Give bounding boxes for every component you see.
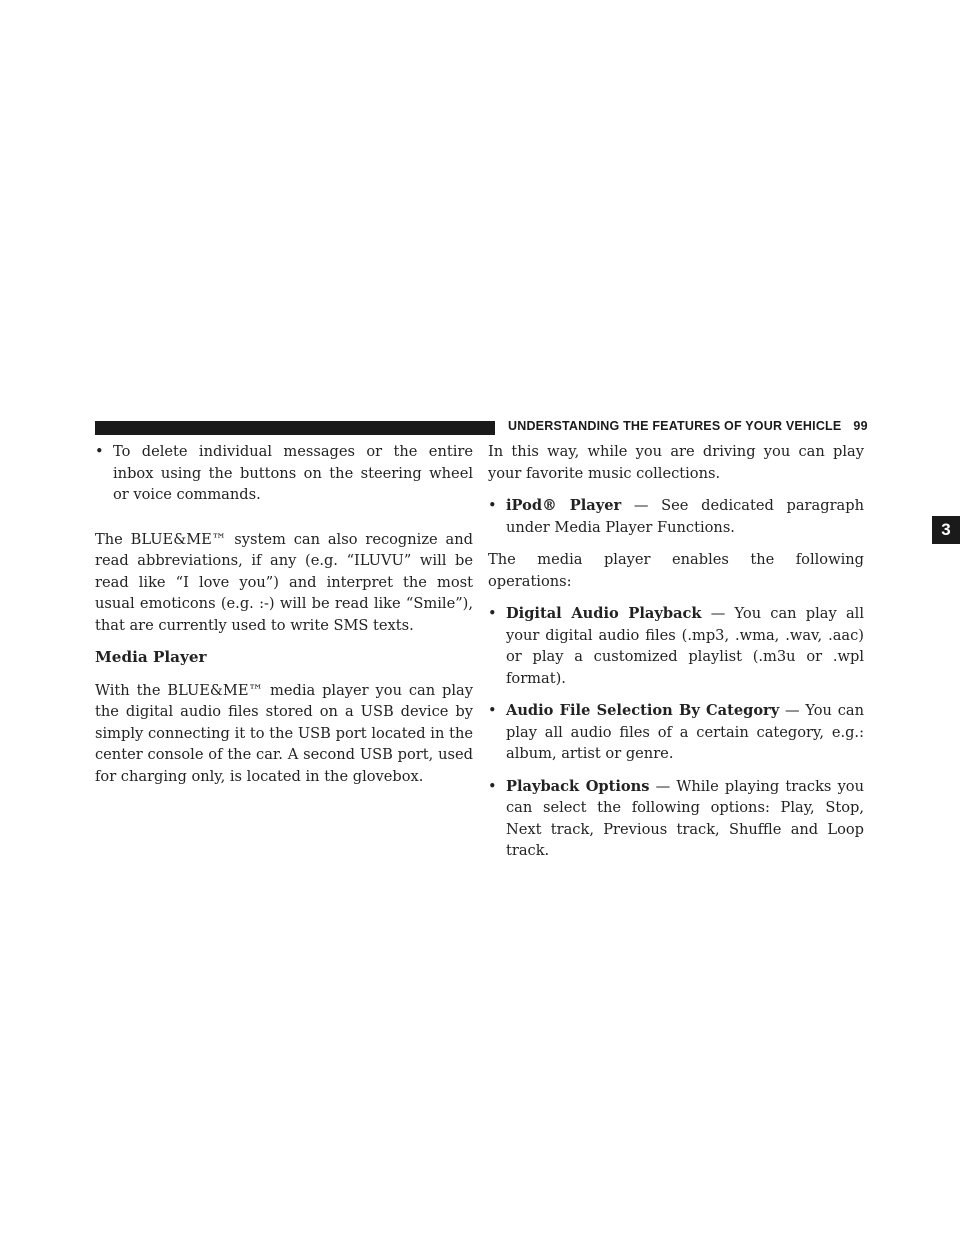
- bullet-ipod: [488, 495, 864, 538]
- chapter-tab: 3: [932, 516, 960, 544]
- heading-media-player: Media Player: [95, 648, 207, 666]
- bullet-text: — You can play all your digital audio files (.mp3, .wma, .wav, .aac) or play a customized playlist (.m3u or .wpl format).: [506, 605, 864, 687]
- bullet-digital-audio: [488, 603, 864, 689]
- bullet-label: Playback Options: [506, 777, 650, 795]
- bullet-delete-messages: [95, 441, 473, 506]
- bullet-dot: •: [95, 443, 104, 460]
- bullet-text: — You can play all audio files of a certain category, e.g.: album, artist or genre.: [506, 702, 864, 762]
- paragraph-enables: The media player enables the following operations:: [488, 551, 864, 590]
- bullet-text: To delete individual messages or the entire inbox using the buttons on the steering wheel or voice commands.: [113, 443, 473, 503]
- section-title: UNDERSTANDING THE FEATURES OF YOUR VEHICLE: [508, 419, 842, 433]
- bullet-dot: •: [488, 605, 497, 622]
- left-column: [95, 441, 473, 787]
- bullet-playback-options: [488, 776, 864, 862]
- bullet-dot: •: [488, 702, 497, 719]
- bullet-category-selection: [488, 700, 864, 765]
- bullet-text: — See dedicated paragraph under Media Player Functions.: [506, 497, 864, 536]
- header-rule: [95, 421, 495, 435]
- bullet-text: — While playing tracks you can select the following options: Play, Stop, Next track, Previous track, Shuffle and Loop track.: [506, 777, 864, 859]
- running-header: [508, 419, 868, 433]
- paragraph-abbreviations: The BLUE&ME™ system can also recognize and read abbreviations, if any (e.g. “ILUVU” will be read like “I love you”) and interpret the most usual emoticons (e.g. :-) will be read like “Smile”), that are currently used to write SMS texts.: [95, 530, 473, 634]
- page-number: 99: [853, 419, 868, 433]
- bullet-label: Audio File Selection By Category: [506, 702, 780, 719]
- bullet-dot: •: [488, 497, 497, 514]
- bullet-label: Digital Audio Playback: [506, 605, 702, 622]
- bullet-dot: •: [488, 777, 497, 795]
- paragraph-intro: In this way, while you are driving you can play your favorite music collections.: [488, 443, 864, 482]
- bullet-label: iPod® Player: [506, 497, 622, 514]
- paragraph-media-player: With the BLUE&ME™ media player you can play the digital audio files stored on a USB device by simply connecting it to the USB port located in the center console of the car. A second USB port, used for charging only, is located in the glovebox.: [95, 681, 473, 785]
- right-column: [488, 441, 864, 862]
